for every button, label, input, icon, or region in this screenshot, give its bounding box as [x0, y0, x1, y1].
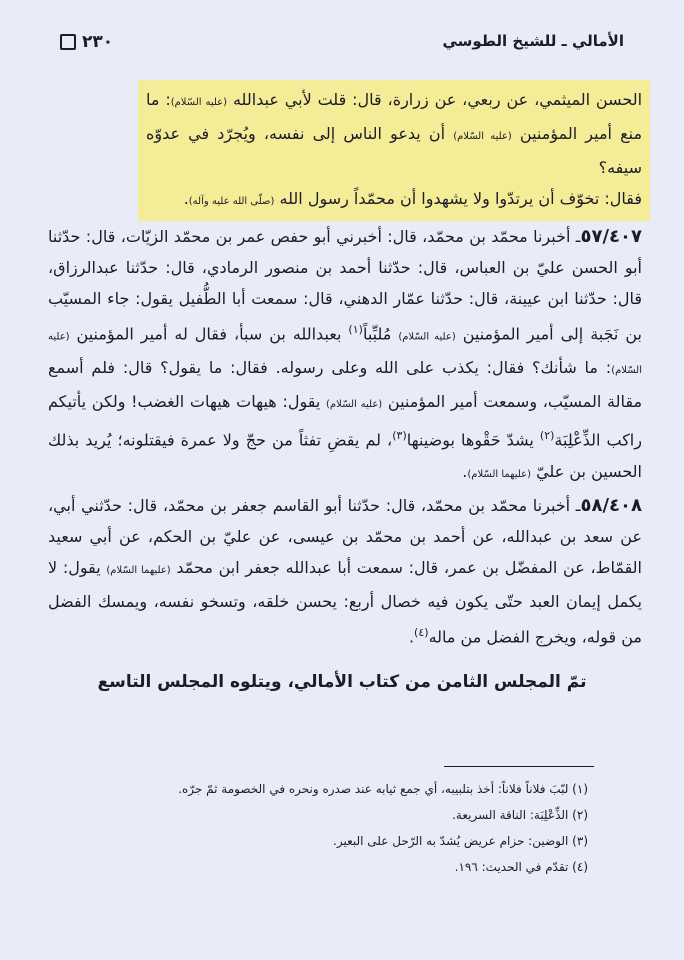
- text-segment: .: [462, 461, 468, 481]
- honorific: (عليه السّلام): [170, 97, 228, 108]
- hadith-number: ٥٨/٤٠٨: [580, 494, 642, 516]
- honorific: (عليهما السّلام): [106, 564, 171, 576]
- main-text: [48, 80, 642, 652]
- hadith-407: [48, 221, 642, 490]
- footnotes: [48, 776, 588, 880]
- text-segment: ـ أخبرنا محمّد بن محمّد، قال: حدّثنا أبو القاسم جعفر بن محمّد، قال: حدّثني أبي، عن سعد بن عبدالله، عن أحمد بن محمّد بن عيسى، عن عليّ بن الحكم، عن أبي سعيد القمّاط، عن المفضّل بن عمر، قال: سمعت أبا عبدالله جعفر ابن محمّد: [48, 495, 642, 577]
- text-segment: الحسن الميثمي، عن ربعي، عن زرارة، قال: قلت لأبي عبدالله: [232, 90, 643, 109]
- footnote-ref: (٣): [392, 429, 407, 443]
- honorific: (صلّى الله عليه وآله): [188, 196, 275, 207]
- highlighted-passage: [138, 80, 650, 221]
- text-segment: ـ أخبرنا محمّد بن محمّد، قال: أخبرني أبو حفص عمر بن محمّد الزيّات، قال: حدّثنا أبو الحسن عليّ بن العباس، قال: حدّثنا أحمد بن منصور الرمادي، قال: حدّثنا عبدالرزاق، قال: حدّثنا ابن عيينة، قال: حدّثنا عمّار الدهني، قال: سمعت أبا الطُّفيل يقول: جاء المسيّب بن نَجَبة إلى أمير المؤمنين: [48, 227, 642, 344]
- honorific: (عليه السّلام): [326, 399, 383, 411]
- footnote-item: (٣) الوضين: حزام عريض يُشدّ به الرّحل على البعير.: [333, 834, 588, 848]
- text-segment: مُلبِّباً: [362, 324, 392, 344]
- footnote-ref: (٢): [539, 429, 555, 443]
- page-number-text: ٢٣٠: [82, 32, 114, 52]
- text-segment: .: [408, 626, 415, 646]
- honorific: (عليه السّلام): [453, 131, 512, 142]
- text-segment: أن يدعو الناس إلى نفسه، ويُجرّد في عدوّه سيفه؟: [146, 124, 642, 177]
- footnote-ref: (١): [348, 323, 363, 336]
- text-segment: .: [183, 189, 189, 208]
- section-end-heading: تمّ المجلس الثامن من كتاب الأمالي، ويتلوه المجلس التاسع: [97, 672, 587, 692]
- hadith-number: ٥٧/٤٠٧: [580, 226, 642, 247]
- text-segment: يقول: هيهات هيهات الغضب! ولكن يأتيكم راكب الذِّعْلِبَة: [48, 392, 642, 450]
- page-header: [60, 28, 624, 58]
- highlighted-paragraph: [146, 84, 642, 183]
- page-number: [60, 32, 113, 52]
- highlighted-paragraph: [146, 183, 642, 217]
- text-segment: يقول: لا يكمل إيمان العبد حتّى يكون فيه خصال أربع: يحسن خلقه، وتسخو نفسه، ويمسك الفضل من قوله، ويخرج الفضل من ماله: [48, 557, 642, 646]
- square-icon: [60, 34, 76, 50]
- footnote-item: (٢) الذِّعْلِبَة: الناقة السريعة.: [452, 808, 588, 822]
- honorific: (عليهما السّلام): [467, 468, 531, 480]
- text-segment: : ما منع أمير المؤمنين: [146, 90, 643, 143]
- footnote-item: (٤) تقدّم في الحديث: ١٩٦.: [454, 860, 588, 874]
- book-title: الأمالي ـ للشيخ الطوسي: [442, 32, 624, 50]
- text-segment: : ما شأنك؟ فقال: يكذب على الله وعلى رسوله. فقال: ما يقول؟ قال: فلم أسمع مقالة المسيّب، وسمعت أمير المؤمنين: [48, 358, 643, 412]
- honorific: (عليه السّلام): [48, 331, 642, 377]
- honorific: (عليه السّلام): [398, 331, 456, 343]
- footnote-ref: (٤): [414, 625, 429, 639]
- text-segment: يشدّ حَقْوها بوضينها: [406, 430, 534, 450]
- text-segment: فقال: تخوّف أن يرتدّوا ولا يشهدوا أن محمّداً رسول الله: [279, 189, 642, 208]
- footnote-item: (١) لبّبَ فلاناً فلاناً: أخذ بتلبيبه، أي جمع ثيابه عند صدره ونحره في الخصومة ثمّ جرّه.: [178, 782, 588, 796]
- text-segment: بعبدالله بن سبأ، فقال له أمير المؤمنين: [76, 324, 342, 344]
- footnote-divider: [444, 766, 594, 767]
- hadith-408: [48, 490, 642, 652]
- text-segment: ، لم يقضِ تفثاً من حجّ ولا عمرة فيقتلونه؛ يُريد بذلك الحسين بن عليّ: [48, 430, 642, 481]
